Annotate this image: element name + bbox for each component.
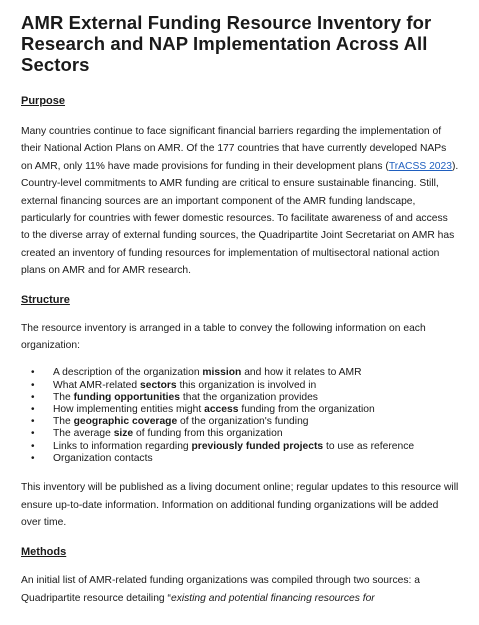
- purpose-text-before-link: Many countries continue to face significant financial barriers regarding the implementation of their National Action Plans on AMR. Of the 177 countries that have currently developed NAPs on AMR, only 11% have made provisions for funding in their development plans (: [21, 126, 447, 172]
- bullet-icon: •: [31, 379, 35, 391]
- list-item: • How implementing entities might access funding from the organization: [31, 404, 375, 416]
- methods-heading: Methods: [21, 546, 67, 559]
- list-item: • The average size of funding from this organization: [31, 428, 283, 440]
- bullet-icon: •: [31, 416, 35, 428]
- structure-intro: The resource inventory is arranged in a table to convey the following information on each organization:: [21, 322, 426, 352]
- purpose-paragraph: [21, 123, 459, 280]
- purpose-heading: Purpose: [21, 95, 66, 107]
- bullet-icon: •: [31, 452, 35, 464]
- bullet-icon: •: [31, 428, 35, 440]
- bullet-icon: •: [31, 404, 35, 416]
- structure-heading: Structure: [21, 293, 70, 306]
- bullet-icon: •: [31, 367, 35, 379]
- list-item: • Links to information regarding previously funded projects to use as reference: [31, 440, 415, 452]
- purpose-text-after-link: ). Country-level commitments to AMR funding are critical to ensure sustainable financing. Still, external financing sources are an important component of the AMR funding landscape, particularly for countries with fewer domestic resources. To facilitate awareness of and access to the diverse array of external funding sources, the Quadripartite Joint Secretariat on AMR has created an inventory of funding resources for implementation of multisectoral national action plans on AMR and for AMR research.: [21, 160, 459, 277]
- list-item: • A description of the organization mission and how it relates to AMR: [31, 367, 362, 379]
- list-item: • The geographic coverage of the organization's funding: [31, 416, 309, 428]
- bullet-icon: •: [31, 391, 35, 403]
- living-document-paragraph: This inventory will be published as a living document online; regular updates to this resource will ensure up-to-date information. Information on additional funding organizations will be added over time.: [21, 482, 459, 528]
- tracss-2023-link[interactable]: TrACSS 2023: [388, 160, 452, 172]
- bullet-icon: •: [31, 440, 35, 452]
- methods-italic-text: existing and potential financing resources for: [170, 592, 375, 604]
- methods-paragraph: [21, 572, 459, 607]
- list-item: • The funding opportunities that the organization provides: [31, 391, 318, 403]
- list-item: • What AMR-related sectors this organization is involved in: [31, 379, 317, 391]
- list-item: • Organization contacts: [31, 452, 153, 464]
- page-title: AMR External Funding Resource Inventory for Research and NAP Implementation Across All Sectors: [21, 12, 432, 75]
- structure-list: [21, 367, 459, 465]
- methods-text: An initial list of AMR-related funding organizations was compiled through two sources: a Quadripartite resource detailing “: [21, 575, 420, 604]
